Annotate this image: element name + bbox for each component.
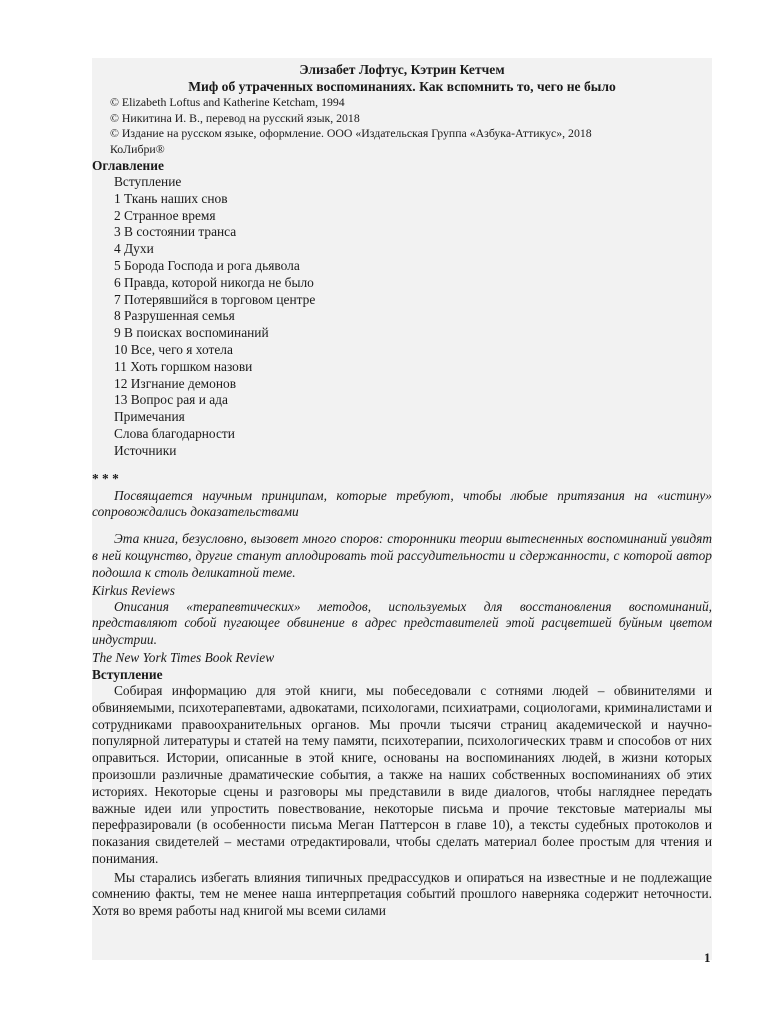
toc-item[interactable]: 10 Все, чего я хотела	[114, 341, 233, 357]
toc-item[interactable]: 13 Вопрос рая и ада	[114, 392, 228, 408]
toc-item[interactable]: Примечания	[114, 409, 185, 425]
toc-item[interactable]: 2 Странное время	[114, 207, 216, 223]
toc-item[interactable]: Вступление	[114, 174, 182, 189]
table-of-contents	[92, 174, 712, 460]
toc-heading: Оглавление	[92, 158, 164, 173]
toc-item[interactable]: 4 Духи	[114, 241, 154, 257]
toc-item[interactable]: 1 Ткань наших снов	[114, 190, 228, 206]
toc-item[interactable]: 5 Борода Господа и рога дьявола	[114, 257, 300, 273]
copyright-line: КоЛибри®	[110, 141, 165, 156]
toc-item[interactable]: 6 Правда, которой никогда не было	[114, 274, 314, 290]
toc-item[interactable]: Источники	[114, 442, 177, 458]
toc-item[interactable]: 8 Разрушенная семья	[114, 308, 235, 324]
book-title: Миф об утраченных воспоминаниях. Как вспомнить то, чего не было	[188, 79, 616, 94]
toc-item[interactable]: Слова благодарности	[114, 425, 235, 441]
intro-paragraph: Мы старались избегать влияния типичных предрассудков и опираться на известные и не подлежащие сомнению факты, тем не менее наша интерпретация событий прошлого наверняка содержит неточности. Хотя во время работы над книгой мы всеми силами	[92, 869, 712, 919]
toc-item[interactable]: 11 Хоть горшком назови	[114, 358, 253, 374]
document-body	[92, 61, 712, 920]
toc-item[interactable]: 9 В поисках воспоминаний	[114, 325, 269, 341]
page-number: 1	[704, 950, 711, 965]
authors: Элизабет Лофтус, Кэтрин Кетчем	[299, 62, 505, 77]
copyright-line: © Издание на русском языке, оформление. ООО «Издательская Группа «Азбука-Аттикус», 2018	[110, 126, 592, 140]
review-source: The New York Times Book Review	[92, 649, 275, 665]
intro-paragraph: Собирая информацию для этой книги, мы побеседовали с сотнями людей – обвинителями и обвиняемыми, психотерапевтами, адвокатами, психологами, психиатрами, социологами, криминалистами и сотрудниками правоохранительных органов. Мы прочли тысячи страниц академической и научно-популярной литературы и статей на тему памяти, психотерапии, психологических травм и способов от них оправиться. Истории, описанные в этой книге, основаны на воспоминаниях людей, в жизни которых произошли различные драматические события, а также на наших собственных воспоминаниях об этих историях. Некоторые сцены и разговоры мы представили в виде диалогов, чтобы нагляднее передать важные идеи или упростить повествование, некоторые письма и прочие текстовые материалы мы перефразировали (в особенности письма Меган Паттерсон в главе 10), а тексты судебных протоколов и показания свидетелей – местами отредактировали, чтобы сделать материал более простым для чтения и понимания.	[92, 682, 712, 866]
dedication: Посвящается научным принципам, которые требуют, чтобы любые притязания на «истину» сопровождались доказательствами	[92, 487, 712, 520]
toc-item[interactable]: 3 В состоянии транса	[114, 224, 237, 240]
toc-item[interactable]: 12 Изгнание демонов	[114, 375, 237, 391]
toc-item[interactable]: 7 Потерявшийся в торговом центре	[114, 291, 316, 307]
intro-heading: Вступление	[92, 666, 163, 682]
review-quote: Эта книга, безусловно, вызовет много споров: сторонники теории вытесненных воспоминаний увидят в ней кощунство, другие станут аплодировать той рассудительности и сдержанности, с которой автор подошла к столь деликатной теме.	[92, 531, 712, 580]
copyright-line: © Никитина И. В., перевод на русский язык, 2018	[110, 110, 360, 125]
review-quote: Описания «терапевтических» методов, используемых для восстановления воспоминаний, представляют собой пугающее обвинение в адрес представителей этой расцветшей буйным цветом индустрии.	[92, 598, 712, 648]
copyright-line: © Elizabeth Loftus and Katherine Ketcham, 1994	[110, 95, 345, 109]
review-source: Kirkus Reviews	[92, 582, 175, 598]
section-separator: * * *	[92, 470, 119, 486]
